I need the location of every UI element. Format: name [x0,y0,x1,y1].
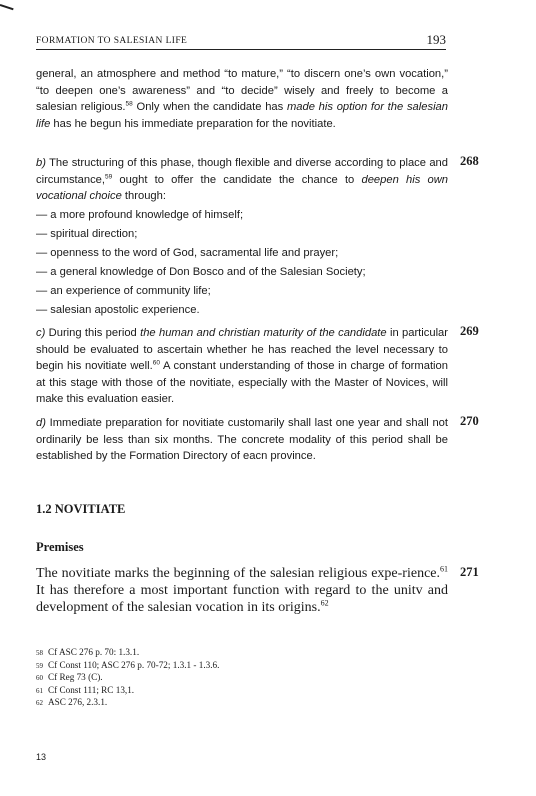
footnote [36,697,448,710]
text-run: in particular should be evaluated to ascertain whether he has reached the level necessary to begin his novitiate well. [36,327,449,372]
item-label: d) [36,417,46,429]
footnotes [36,647,448,710]
section-heading: 1.2 NOVITIATE [36,502,126,516]
list-item: — an experience of community life; [36,284,211,297]
footnote-text: Cf Const 110; ASC 276 p. 70-72; 1.3.1 - 1.3.6. [48,659,220,670]
footnote-mark: 60 [36,674,43,682]
item-label: b) [36,157,46,169]
footnote-text: Cf Const 111; RC 13,1. [48,684,135,695]
list-item: — openness to the word of God, sacramental life and prayer; [36,246,339,259]
bullet-list [36,206,448,320]
footnote-ref-60: 60 [152,359,160,367]
text-run: A constant understanding of those in charge of formation at this stage with those of the novitiate, especially with the Master of Novices, will make this evaluation easier. [36,360,448,405]
footnote-ref-61: 61 [440,564,448,574]
emphasis: made his option for the salesian life [36,101,448,130]
paragraph-b [36,155,448,320]
footnote-mark: 58 [36,649,43,657]
text-run: through: [121,190,166,202]
footnote-ref-58: 58 [125,100,133,108]
list-item: — a more profound knowledge of himself; [36,208,244,221]
paragraph-d [36,415,448,465]
item-label: c) [36,327,46,339]
footnote-mark: 59 [36,661,43,670]
paragraph-c-text [36,325,448,408]
paragraph-a-text [36,66,448,132]
paragraph-c [36,325,448,408]
footnote-text: Cf Reg 73 (C). [48,672,103,682]
text-run: The structuring of this phase, though flexible and diverse according to place and circumstance, [36,157,448,186]
text-run: The novitiate marks the beginning of the salesian religious expe-rience. [36,566,440,581]
emphasis: the human and christian maturity of the candidate [140,327,387,339]
footnote-mark: 62 [36,699,43,707]
footnote [36,685,448,698]
footnote [36,660,448,673]
footnote-ref-62: 62 [320,598,329,608]
subheading: Premises [36,540,84,554]
corner-scan-mark [0,0,16,10]
list-item: — salesian apostolic experience. [36,303,200,316]
text-run: general, an atmosphere and method “to mature,” “to discern one’s own vocation,” “to deepen one’s awareness” and “to decide” wisely and freely to become a salesian religious. [36,68,448,113]
margin-number-268: 268 [460,154,479,168]
text-run: During this period [45,327,141,339]
footnote-ref-59: 59 [105,172,113,180]
text-run: It has therefore a most important function with regard to the unitv and development of the salesian vocation in its origins. [36,583,448,615]
footnote-text: Cf ASC 276 p. 70: 1.3.1. [48,647,140,657]
paragraph-b-text [36,155,448,205]
paragraph-d-text [36,415,448,465]
page-header [36,32,446,50]
margin-number-269: 269 [460,324,479,338]
page-number: 193 [426,32,446,47]
emphasis: deepen his own vocational choice [36,173,448,202]
paragraph-e [36,565,448,616]
footnote-mark: 61 [36,686,43,695]
text-run: Immediate preparation for novitiate customarily shall last one year and shall not ordinarily be less than six months. The concrete modality of this period shall be established by the Formation Directory of eacn province. [36,417,448,462]
margin-number-271: 271 [460,565,479,579]
signature-mark: 13 [36,752,47,762]
running-head: FORMATION TO SALESIAN LIFE [36,36,188,46]
text-run: has he begun his immediate preparation for the novitiate. [50,117,336,130]
footnote [36,672,448,685]
list-item: — a general knowledge of Don Bosco and of the Salesian Society; [36,265,366,278]
paragraph-e-text [36,565,448,616]
list-item: — spiritual direction; [36,227,138,240]
text-run: Only when the candidate has [132,101,287,113]
footnote [36,647,448,660]
footnote-text: ASC 276, 2.3.1. [48,697,108,707]
margin-number-270: 270 [460,414,479,428]
paragraph-a [36,66,448,132]
text-run: ought to offer the candidate the chance to [112,173,362,186]
